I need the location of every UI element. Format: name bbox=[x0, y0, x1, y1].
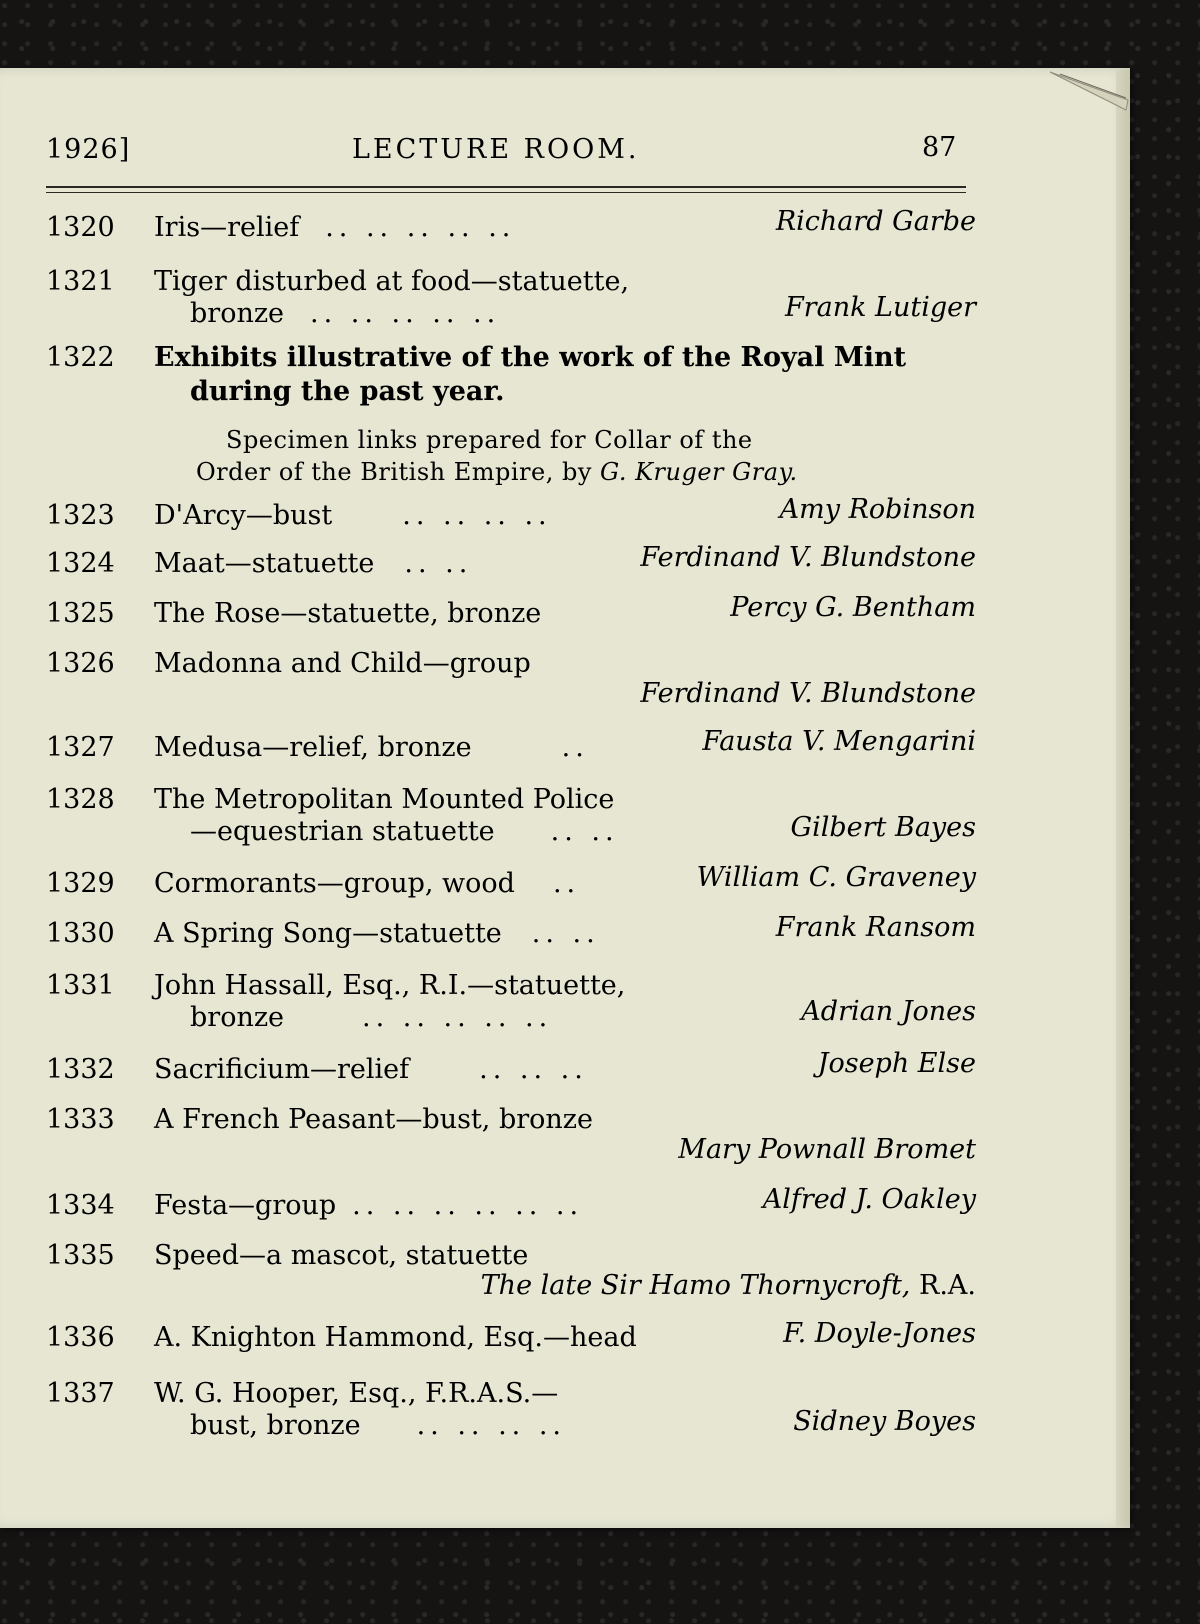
catalogue-entry bbox=[46, 592, 976, 638]
entry-artist: Gilbert Bayes bbox=[790, 812, 976, 843]
entry-number: 1333 bbox=[46, 1104, 115, 1135]
running-header bbox=[46, 130, 966, 174]
catalogue-entry bbox=[46, 1048, 976, 1094]
leader-dots: .. .. .. .. bbox=[416, 1410, 567, 1441]
entry-artist: Joseph Else bbox=[817, 1048, 976, 1079]
catalogue-entry bbox=[46, 1104, 976, 1174]
header-rule bbox=[46, 186, 966, 188]
leader-dots: .. .. .. .. .. bbox=[362, 1002, 553, 1033]
leader-dots: .. .. .. .. .. bbox=[325, 212, 516, 243]
entry-number: 1332 bbox=[46, 1054, 115, 1085]
entry-number: 1337 bbox=[46, 1378, 115, 1409]
entry-number: 1320 bbox=[46, 212, 115, 243]
entry-number: 1331 bbox=[46, 970, 115, 1001]
entry-artist: William C. Graveney bbox=[696, 862, 976, 893]
catalogue-entry bbox=[46, 206, 976, 252]
entry-title: Exhibits illustrative of the work of the Royal Mint bbox=[154, 342, 907, 373]
leader-dots: .. .. .. .. .. .. bbox=[352, 1190, 584, 1221]
page-edge bbox=[1116, 70, 1130, 1526]
catalogue-entry bbox=[46, 912, 976, 958]
entry-artist: Fausta V. Mengarini bbox=[702, 726, 976, 757]
entry-title: Medusa—relief, bronze .. bbox=[154, 732, 589, 763]
entry-note-line2: Order of the British Empire, by G. Kruger Gray. bbox=[196, 458, 798, 486]
entry-title-continued: —equestrian statuette .. .. bbox=[190, 816, 619, 847]
entry-number: 1323 bbox=[46, 500, 115, 531]
entry-title: John Hassall, Esq., R.I.—statuette, bbox=[154, 970, 626, 1001]
catalogue-entry bbox=[46, 784, 976, 854]
entry-title: Iris—relief .. .. .. .. .. bbox=[154, 212, 516, 243]
entry-number: 1330 bbox=[46, 918, 115, 949]
catalogue-entry bbox=[46, 862, 976, 908]
entry-title: Festa—group .. .. .. .. .. .. bbox=[154, 1190, 584, 1221]
entry-number: 1335 bbox=[46, 1240, 115, 1271]
leader-dots: .. bbox=[552, 868, 581, 899]
entry-title: D'Arcy—bust .. .. .. .. bbox=[154, 500, 552, 531]
entry-title: The Rose—statuette, bronze bbox=[154, 598, 542, 629]
note-artist: G. Kruger Gray. bbox=[600, 458, 798, 486]
entry-title-continued: bronze .. .. .. .. .. bbox=[190, 298, 501, 329]
entry-title: Tiger disturbed at food—statuette, bbox=[154, 266, 630, 297]
entry-number: 1321 bbox=[46, 266, 115, 297]
catalogue-entry bbox=[46, 970, 976, 1040]
catalogue-entry bbox=[46, 726, 976, 772]
catalogue-entry bbox=[46, 1240, 976, 1310]
entry-artist: Sidney Boyes bbox=[793, 1406, 976, 1437]
entry-artist: Adrian Jones bbox=[801, 996, 976, 1027]
entry-artist: Percy G. Bentham bbox=[730, 592, 976, 623]
catalogue-entry bbox=[46, 266, 976, 336]
entry-title: The Metropolitan Mounted Police bbox=[154, 784, 615, 815]
entry-title: W. G. Hooper, Esq., F.R.A.S.— bbox=[154, 1378, 559, 1409]
entry-artist: Amy Robinson bbox=[779, 494, 976, 525]
entry-title: Madonna and Child—group bbox=[154, 648, 531, 679]
entry-number: 1329 bbox=[46, 868, 115, 899]
entry-title: A French Peasant—bust, bronze bbox=[154, 1104, 593, 1135]
header-rule-thin bbox=[46, 192, 966, 193]
entry-title: Cormorants—group, wood .. bbox=[154, 868, 581, 899]
catalogue-entry bbox=[46, 648, 976, 718]
entry-number: 1327 bbox=[46, 732, 115, 763]
artist-honour: R.A. bbox=[919, 1270, 976, 1301]
leader-dots: .. .. bbox=[531, 918, 600, 949]
page-number: 87 bbox=[922, 132, 957, 163]
catalogue-entry bbox=[46, 1318, 976, 1362]
header-year: 1926] bbox=[46, 134, 131, 165]
entry-artist: Richard Garbe bbox=[775, 206, 976, 237]
folded-corner bbox=[1040, 70, 1130, 140]
entry-number: 1325 bbox=[46, 598, 115, 629]
catalogue-entry bbox=[46, 542, 976, 588]
entry-artist: Alfred J. Oakley bbox=[762, 1184, 976, 1215]
leader-dots: .. .. .. bbox=[479, 1054, 588, 1085]
entry-title-continued: bust, bronze .. .. .. .. bbox=[190, 1410, 567, 1441]
entry-title: A Spring Song—statuette .. .. bbox=[154, 918, 600, 949]
entry-number: 1328 bbox=[46, 784, 115, 815]
catalogue-entry bbox=[46, 494, 976, 540]
entry-number: 1324 bbox=[46, 548, 115, 579]
catalogue-entry bbox=[46, 1378, 976, 1448]
entry-title: A. Knighton Hammond, Esq.—head bbox=[154, 1322, 637, 1353]
leader-dots: .. .. bbox=[550, 816, 619, 847]
entry-number: 1322 bbox=[46, 342, 115, 373]
catalogue-entry bbox=[46, 342, 976, 486]
leader-dots: .. .. .. .. .. bbox=[310, 298, 501, 329]
entry-title-continued: during the past year. bbox=[190, 376, 505, 407]
entry-number: 1334 bbox=[46, 1190, 115, 1221]
entry-artist: Mary Pownall Bromet bbox=[678, 1134, 976, 1165]
entry-title: Maat—statuette .. .. bbox=[154, 548, 473, 579]
entry-artist: F. Doyle-Jones bbox=[783, 1318, 976, 1349]
entry-artist: Frank Ransom bbox=[775, 912, 976, 943]
entry-title-continued: bronze .. .. .. .. .. bbox=[190, 1002, 553, 1033]
entry-title: Speed—a mascot, statuette bbox=[154, 1240, 529, 1271]
entry-note: Specimen links prepared for Collar of the bbox=[226, 426, 753, 454]
leader-dots: .. bbox=[561, 732, 589, 763]
entry-artist: The late Sir Hamo Thornycroft, R.A. bbox=[480, 1270, 976, 1301]
leader-dots: .. .. bbox=[404, 548, 473, 579]
header-title: LECTURE ROOM. bbox=[352, 134, 640, 165]
catalogue-entry bbox=[46, 1184, 976, 1230]
entry-title: Sacrificium—relief .. .. .. bbox=[154, 1054, 588, 1085]
entry-artist: Ferdinand V. Blundstone bbox=[640, 678, 976, 709]
entry-number: 1336 bbox=[46, 1322, 115, 1353]
entry-artist: Frank Lutiger bbox=[784, 292, 976, 323]
entry-number: 1326 bbox=[46, 648, 115, 679]
entry-artist: Ferdinand V. Blundstone bbox=[640, 542, 976, 573]
leader-dots: .. .. .. .. bbox=[402, 500, 552, 531]
